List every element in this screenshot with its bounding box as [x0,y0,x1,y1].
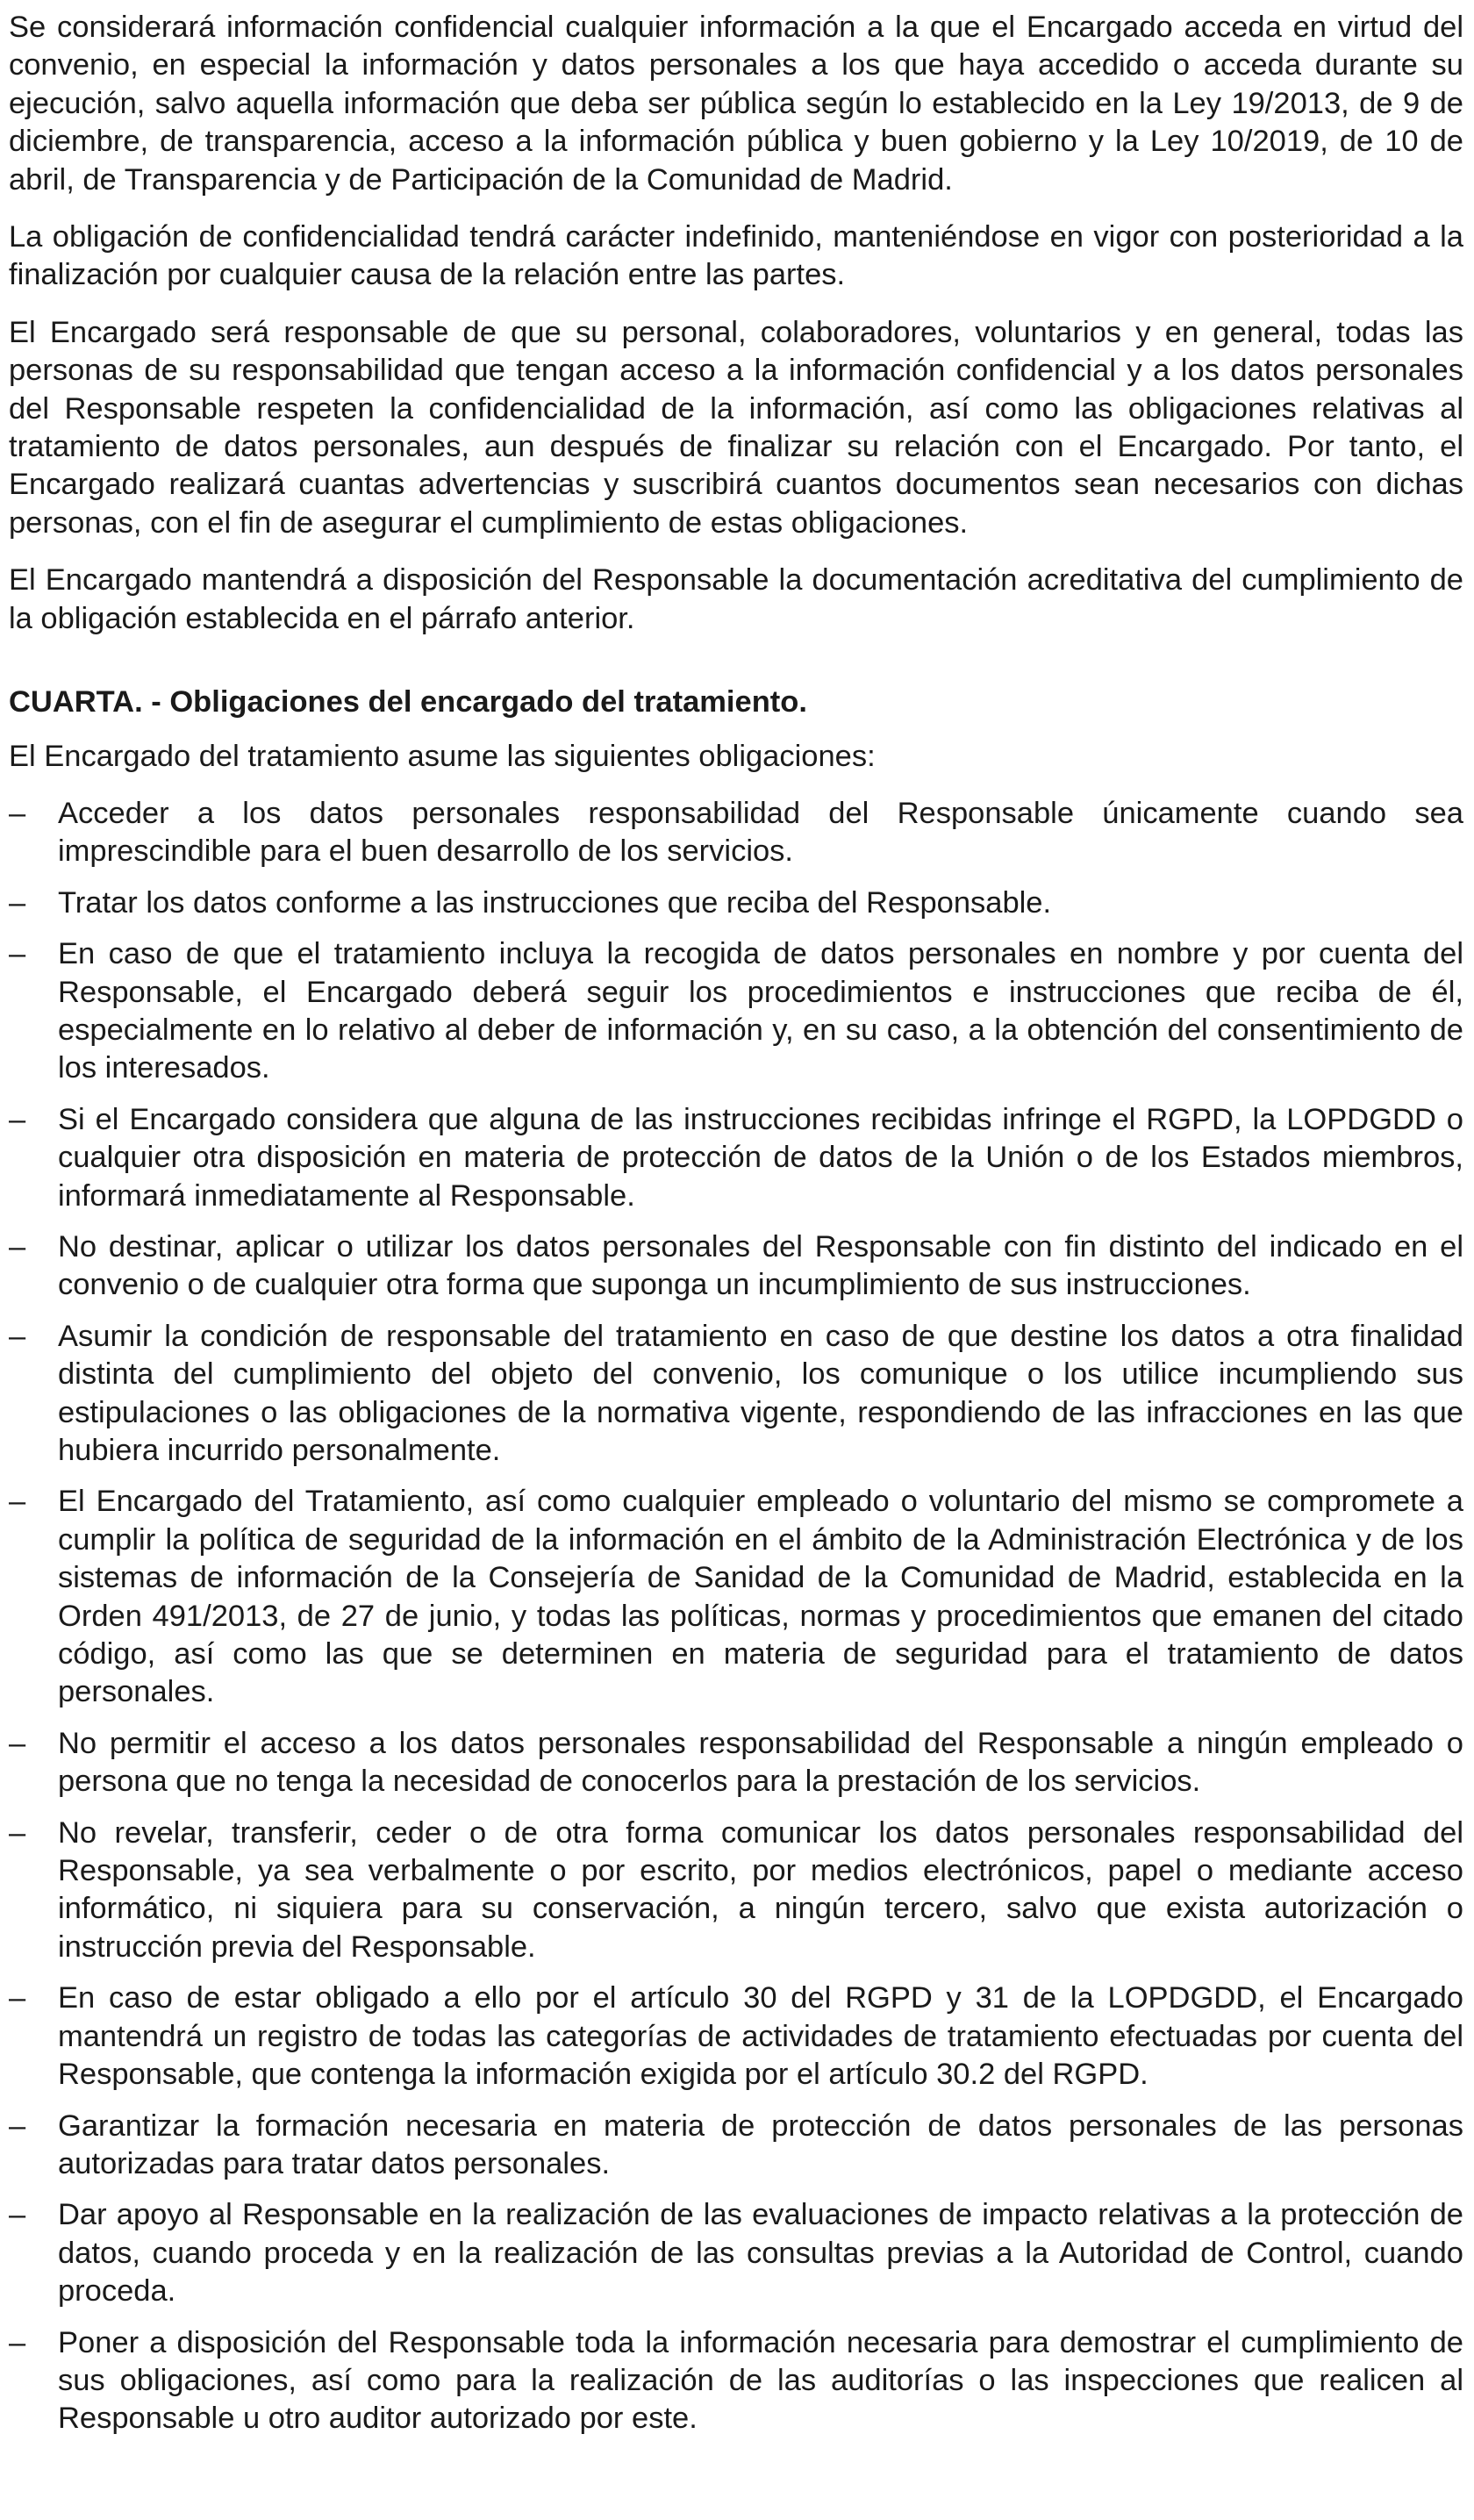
dash-bullet-icon: – [9,796,26,830]
list-item-text: Acceder a los datos personales responsabilidad del Responsable únicamente cuando sea imprescindible para el buen desarrollo de los servicios. [58,796,1463,869]
list-item-text: Si el Encargado considera que alguna de las instrucciones recibidas infringe el RGPD, la LOPDGDD o cualquier otra disposición en materia de protección de datos de la Unión o de los Estados miembros, informará inmediatamente al Responsable. [58,1102,1463,1213]
list-item [9,2324,1463,2438]
dash-bullet-icon: – [9,2198,26,2232]
list-item-text: Asumir la condición de responsable del tratamiento en caso de que destine los datos a otra finalidad distinta del cumplimiento del objeto del convenio, los comunique o los utilice incumpliendo sus estipulaciones o las obligaciones de la normativa vigente, respondiendo de las infracciones en las que hubiera incurrido personalmente. [58,1319,1463,1467]
list-item [9,2108,1463,2184]
list-item [9,935,1463,1088]
list-item [9,1815,1463,1967]
list-item [9,884,1463,922]
document-page [9,9,1463,2452]
list-item [9,1228,1463,1305]
dash-bullet-icon: – [9,937,26,971]
list-item-text: En caso de que el tratamiento incluya la recogida de datos personales en nombre y por cuenta del Responsable, el Encargado deberá seguir los procedimientos e instrucciones que reciba de él, especialmente en lo relativo al deber de información y, en su caso, a la obtención del consentimiento de los interesados. [58,937,1463,1085]
dash-bullet-icon: – [9,885,26,920]
paragraph-confidential-definition: Se considerará información confidencial cualquier información a la que el Encargado acceda en virtud del convenio, en especial la información y datos personales a los que haya accedido o acceda durante su ejecución, salvo aquella información que deba ser pública según lo establecido en la Ley 19/2013, de 9 de diciembre, de transparencia, acceso a la información pública y buen gobierno y la Ley 10/2019, de 10 de abril, de Transparencia y de Participación de la Comunidad de Madrid. [9,11,1463,197]
list-item-text: Garantizar la formación necesaria en materia de protección de datos personales de las personas autorizadas para tratar datos personales. [58,2108,1463,2180]
dash-bullet-icon: – [9,1726,26,1760]
list-item [9,2196,1463,2310]
dash-bullet-icon: – [9,1229,26,1264]
list-item-text: No permitir el acceso a los datos personales responsabilidad del Responsable a ningún empleado o persona que no tenga la necesidad de conocerlos para la prestación de los servicios. [58,1726,1463,1799]
paragraph-documentation: El Encargado mantendrá a disposición del Responsable la documentación acreditativa del cumplimiento de la obligación establecida en el párrafo anterior. [9,563,1463,635]
dash-bullet-icon: – [9,1981,26,2015]
list-item-text: En caso de estar obligado a ello por el artículo 30 del RGPD y 31 de la LOPDGDD, el Encargado mantendrá un registro de todas las categorías de actividades de tratamiento efectuadas por cuenta del Responsable, que contenga la información exigida por el artículo 30.2 del RGPD. [58,1981,1463,2092]
list-item [9,1979,1463,2094]
dash-bullet-icon: – [9,2325,26,2359]
dash-bullet-icon: – [9,1485,26,1519]
list-item [9,1483,1463,1711]
list-item-text: No destinar, aplicar o utilizar los datos personales del Responsable con fin distinto del indicado en el convenio o de cualquier otra forma que suponga un incumplimiento de sus instrucciones. [58,1229,1463,1302]
list-item-text: El Encargado del Tratamiento, así como cualquier empleado o voluntario del mismo se compromete a cumplir la política de seguridad de la información en el ámbito de la Administración Electrónica y de los sistemas de información de la Consejería de Sanidad de la Comunidad de Madrid, establecida en la Orden 491/2013, de 27 de junio, y todas las políticas, normas y procedimientos que emanen del citado código, así como las que se determinen en materia de seguridad para el tratamiento de datos personales. [58,1485,1463,1709]
list-item [9,1101,1463,1215]
list-item [9,795,1463,871]
dash-bullet-icon: – [9,1815,26,1850]
obligations-list [9,795,1463,2438]
list-item-text: Poner a disposición del Responsable toda la información necesaria para demostrar el cumplimiento de sus obligaciones, así como para la realización de las auditorías o las inspecciones que realicen al Responsable u otro auditor autorizado por este. [58,2325,1463,2436]
paragraph-personnel-responsibility: El Encargado será responsable de que su personal, colaboradores, voluntarios y en general, todas las personas de su responsabilidad que tengan acceso a la información confidencial y a los datos personales del Responsable respeten la confidencialidad de la información, así como las obligaciones relativas al tratamiento de datos personales, aun después de finalizar su relación con el Encargado. Por tanto, el Encargado realizará cuantas advertencias y suscribirá cuantos documentos sean necesarios con dichas personas, con el fin de asegurar el cumplimiento de estas obligaciones. [9,315,1463,540]
list-item [9,1318,1463,1471]
dash-bullet-icon: – [9,1319,26,1353]
dash-bullet-icon: – [9,1102,26,1136]
obligations-intro: El Encargado del tratamiento asume las siguientes obligaciones: [9,739,876,773]
list-item-text: No revelar, transferir, ceder o de otra forma comunicar los datos personales responsabilidad del Responsable, ya sea verbalmente o por escrito, por medios electrónicos, papel o mediante acceso informático, ni siquiera para su conservación, a ningún tercero, salvo que exista autorización o instrucción previa del Responsable. [58,1815,1463,1964]
list-item-text: Dar apoyo al Responsable en la realización de las evaluaciones de impacto relativas a la protección de datos, cuando proceda y en la realización de las consultas previas a la Autoridad de Control, cuando proceda. [58,2198,1463,2309]
dash-bullet-icon: – [9,2108,26,2143]
list-item-text: Tratar los datos conforme a las instrucciones que reciba del Responsable. [58,885,1052,920]
paragraph-confidentiality-duration: La obligación de confidencialidad tendrá carácter indefinido, manteniéndose en vigor con posterioridad a la finalización por cualquier causa de la relación entre las partes. [9,220,1463,292]
list-item [9,1725,1463,1801]
section-heading: CUARTA. - Obligaciones del encargado del tratamiento. [9,685,807,719]
